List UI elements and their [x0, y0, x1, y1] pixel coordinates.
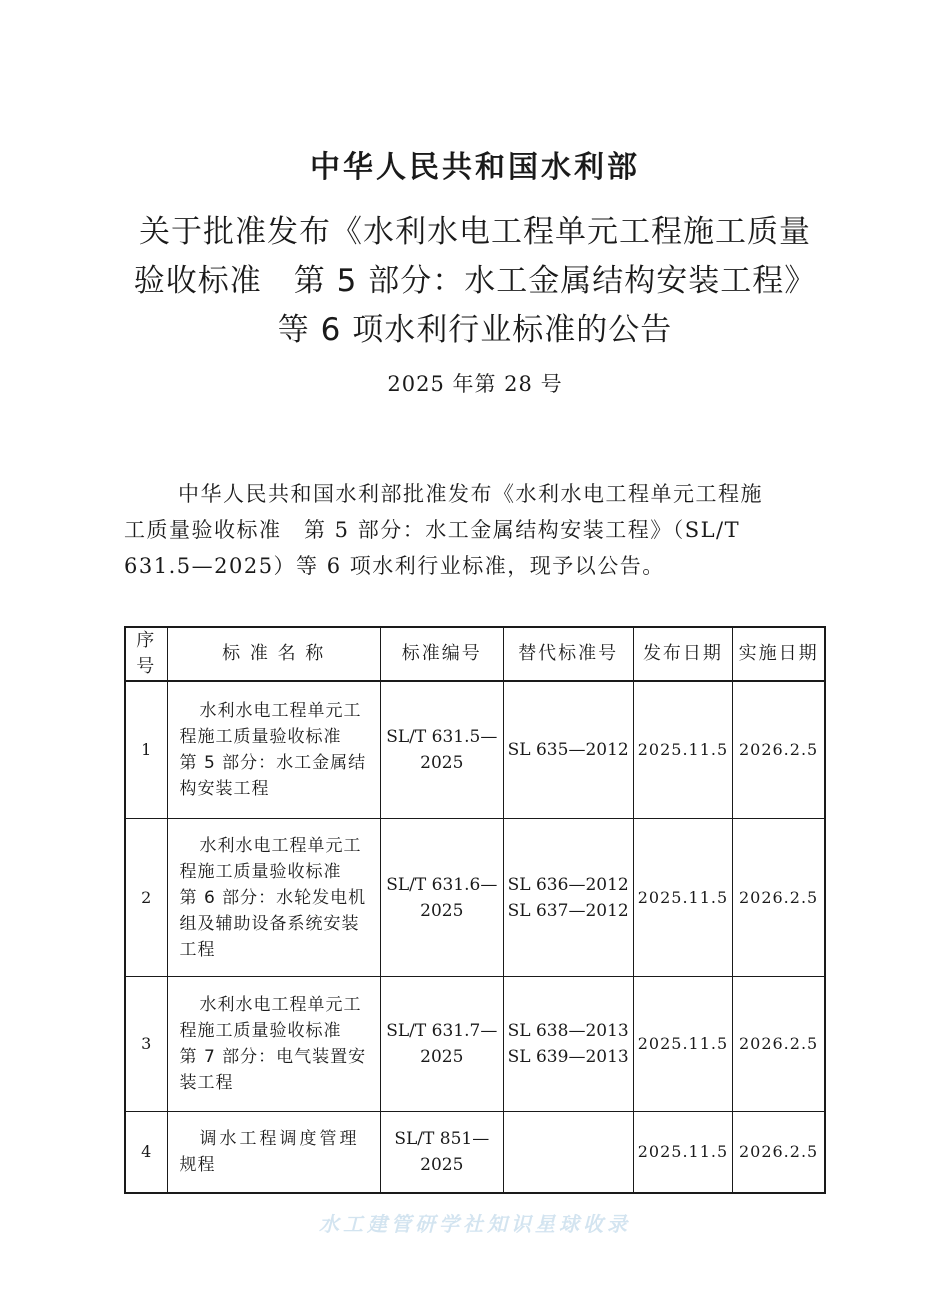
standard-name-line: 工程 — [179, 939, 216, 960]
standard-code-line: SL/T 851— — [394, 1129, 490, 1149]
standard-name-line: 第 6 部分：水轮发电机 — [179, 887, 367, 908]
standard-code-cell — [380, 1112, 503, 1194]
standard-code-line: SL/T 631.7— — [386, 1021, 498, 1041]
effective-date-cell: 2026.2.5 — [733, 1112, 825, 1194]
standard-name-cell — [167, 681, 380, 819]
title-line-2: 验收标准 第 5 部分：水工金属结构安装工程》 — [133, 263, 817, 299]
seq-cell: 4 — [125, 1112, 167, 1194]
issuer-heading: 中华人民共和国水利部 — [310, 150, 640, 185]
standard-name-line: 程施工质量验收标准 — [179, 727, 342, 747]
standard-name-line: 调水工程调度管理 — [199, 1129, 360, 1149]
seq-cell: 1 — [125, 681, 167, 819]
replaces-line: SL 638—2013 — [507, 1021, 629, 1041]
replaces-cell — [503, 977, 633, 1112]
replaces-line: SL 635—2012 — [507, 740, 629, 760]
table-row — [125, 977, 825, 1112]
standard-code-cell — [380, 977, 503, 1112]
header-effective-date: 实施日期 — [733, 627, 825, 681]
publish-date-cell: 2025.11.5 — [633, 681, 732, 819]
standard-name-line: 水利水电工程单元工 — [199, 701, 362, 721]
publish-date-cell: 2025.11.5 — [633, 977, 732, 1112]
header-seq: 序号 — [125, 627, 167, 681]
title-line-3: 等 6 项水利行业标准的公告 — [277, 312, 673, 348]
header-publish-date: 发布日期 — [633, 627, 732, 681]
replaces-cell — [503, 681, 633, 819]
standard-name-cell — [167, 977, 380, 1112]
standard-code-line: 2025 — [420, 1047, 464, 1067]
publish-date-cell: 2025.11.5 — [633, 819, 732, 977]
standard-name-line: 构安装工程 — [179, 779, 270, 799]
header-name: 标 准 名 称 — [167, 627, 380, 681]
standard-name-line: 第 5 部分：水工金属结 — [179, 753, 367, 773]
replaces-cell — [503, 1112, 633, 1194]
standard-code-line: 2025 — [420, 900, 464, 921]
replaces-line: SL 637—2012 — [507, 900, 629, 921]
standard-name-line: 水利水电工程单元工 — [199, 995, 362, 1015]
seq-cell: 2 — [125, 819, 167, 977]
paragraph-line-3: 631.5—2025）等 6 项水利行业标准，现予以公告。 — [124, 554, 665, 578]
standard-code-line: 2025 — [420, 1155, 464, 1175]
standards-table — [124, 626, 826, 1194]
publish-date-cell: 2025.11.5 — [633, 1112, 732, 1194]
table-row — [125, 819, 825, 977]
effective-date-cell: 2026.2.5 — [733, 681, 825, 819]
standard-code-line: SL/T 631.5— — [386, 727, 498, 747]
header-code: 标准编号 — [380, 627, 503, 681]
standard-code-line: SL/T 631.6— — [386, 874, 498, 895]
table-row — [125, 1112, 825, 1194]
title-line-1: 关于批准发布《水利水电工程单元工程施工质量 — [139, 214, 811, 250]
standard-name-line: 规程 — [179, 1155, 216, 1175]
table-row — [125, 681, 825, 819]
standard-name-line: 程施工质量验收标准 — [179, 861, 342, 882]
standard-name-line: 程施工质量验收标准 — [179, 1021, 342, 1041]
document-number: 2025 年第 28 号 — [387, 372, 563, 396]
effective-date-cell: 2026.2.5 — [733, 977, 825, 1112]
standard-name-line: 组及辅助设备系统安装 — [179, 913, 360, 934]
watermark: 水工建管研学社知识星球收录 — [319, 1212, 631, 1236]
table-header-row — [125, 627, 825, 681]
standard-name-line: 水利水电工程单元工 — [199, 835, 362, 856]
standard-name-line: 装工程 — [179, 1073, 234, 1093]
standard-name-cell — [167, 819, 380, 977]
seq-cell: 3 — [125, 977, 167, 1112]
header-replaces: 替代标准号 — [503, 627, 633, 681]
paragraph-line-1: 中华人民共和国水利部批准发布《水利水电工程单元工程施 — [178, 482, 763, 506]
standard-code-cell — [380, 681, 503, 819]
replaces-line: SL 636—2012 — [507, 874, 629, 895]
replaces-line: SL 639—2013 — [507, 1047, 629, 1067]
standard-code-line: 2025 — [420, 753, 464, 773]
replaces-cell — [503, 819, 633, 977]
standard-name-line: 第 7 部分：电气装置安 — [179, 1047, 367, 1067]
effective-date-cell: 2026.2.5 — [733, 819, 825, 977]
standard-code-cell — [380, 819, 503, 977]
standard-name-cell — [167, 1112, 380, 1194]
paragraph-line-2: 工质量验收标准 第 5 部分：水工金属结构安装工程》（SL/T — [124, 518, 741, 542]
